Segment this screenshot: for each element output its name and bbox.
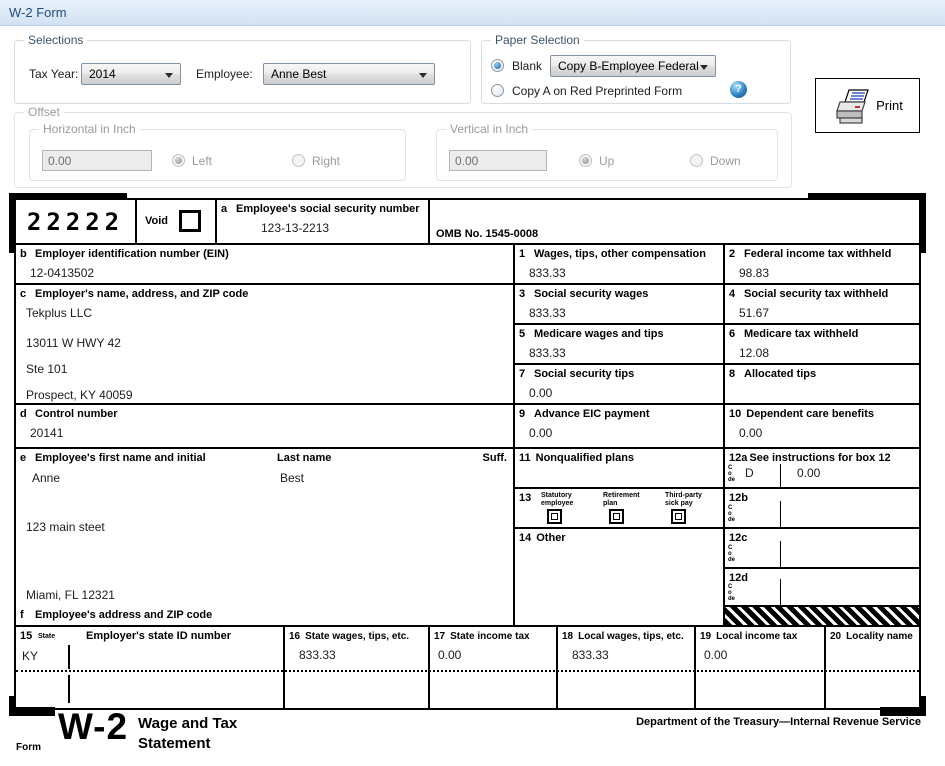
box-3-value: 833.33 (529, 306, 566, 320)
box-a-cell (217, 200, 430, 245)
box-20-label: 20 Locality name (830, 631, 913, 642)
copy-type-value: Copy B-Employee Federal (558, 59, 699, 73)
up-radio-label: Up (599, 154, 615, 168)
box-17-cell (430, 627, 558, 708)
box-15-num: 15 (20, 630, 33, 642)
last-name-label: Last name (277, 452, 332, 464)
suffix-label: Suff. (482, 452, 507, 464)
box-3-label: 3 Social security wages (519, 288, 649, 300)
code-column-label: Code (728, 465, 736, 483)
box-10-cell (725, 405, 919, 449)
print-button-label: Print (876, 98, 903, 113)
box-b-cell (16, 245, 515, 285)
employee-last-name: Best (280, 471, 305, 485)
box-c-label: c Employer's name, address, and ZIP code (20, 288, 249, 300)
box-2-cell (725, 245, 919, 285)
employee-select[interactable] (263, 63, 435, 85)
selections-group-label: Selections (24, 33, 87, 47)
employer-address-line2: Ste 101 (26, 362, 68, 376)
statutory-employee-label: Statutory employee (541, 492, 574, 507)
box-f-label: f Employee's address and ZIP code (20, 609, 213, 621)
box-6-label: 6 Medicare tax withheld (729, 328, 859, 340)
box-9-cell (515, 405, 725, 449)
box-12b-cell (725, 489, 919, 529)
employer-name: Tekplus LLC (26, 306, 93, 320)
w2-form-preview (14, 198, 921, 710)
box-19-label: 19 Local income tax (700, 631, 798, 642)
box-17-label: 17 State income tax (434, 631, 530, 642)
copy-a-radio-label: Copy A on Red Preprinted Form (512, 84, 683, 98)
employee-value: Anne Best (271, 67, 327, 81)
box-8-label: 8 Allocated tips (729, 368, 817, 380)
left-radio-label: Left (192, 154, 213, 168)
box-18-cell (558, 627, 696, 708)
control-code-cell (16, 200, 137, 245)
employer-city-line: Prospect, KY 40059 (26, 388, 133, 402)
form-footer (14, 706, 921, 762)
copy-type-select[interactable] (550, 55, 716, 77)
third-party-sick-pay-checkbox (671, 509, 686, 524)
box-16-value: 833.33 (299, 648, 336, 662)
offset-group-label: Offset (24, 105, 64, 119)
void-checkbox (179, 210, 201, 232)
box-20-cell (826, 627, 919, 708)
box-a-value: 123-13-2213 (261, 221, 330, 235)
horizontal-offset-label: Horizontal in Inch (39, 122, 140, 136)
box-b-value: 12-0413502 (30, 266, 95, 280)
box-13-cell (515, 489, 725, 529)
box-d-cell (16, 405, 515, 449)
box-e-cell (16, 449, 515, 627)
printer-icon (832, 87, 874, 125)
divider (780, 501, 781, 527)
employee-street: 123 main steet (26, 520, 105, 534)
box-e-label: e Employee's first name and initial (20, 452, 206, 464)
box-1-label: 1 Wages, tips, other compensation (519, 248, 706, 260)
copy-a-radio[interactable] (491, 84, 504, 97)
code-column-label: Code (728, 545, 736, 563)
up-radio[interactable] (579, 154, 592, 167)
down-radio[interactable] (690, 154, 703, 167)
box-6-cell (725, 325, 919, 365)
blank-radio[interactable] (491, 59, 504, 72)
box-2-label: 2 Federal income tax withheld (729, 248, 892, 260)
vertical-offset-group (436, 122, 778, 181)
form-word: Form (16, 742, 41, 753)
corner-mark (808, 193, 926, 200)
box-d-label: d Control number (20, 408, 118, 420)
box-a-label: a Employee's social security number (221, 203, 420, 215)
chevron-down-icon (165, 73, 173, 78)
down-radio-label: Down (710, 154, 741, 168)
offset-group (14, 105, 792, 188)
omb-label: OMB No. 1545-0008 (436, 228, 539, 240)
box-15-cell (16, 627, 285, 708)
treasury-text: Department of the Treasury—Internal Revenue Service (636, 716, 921, 728)
control-code: 22222 (26, 208, 125, 236)
divider (780, 464, 781, 487)
box-12a-code: D (745, 466, 754, 480)
box-4-cell (725, 285, 919, 325)
box-11-label: 11 Nonqualified plans (519, 452, 635, 464)
box-17-value: 0.00 (438, 648, 462, 662)
corner-mark (9, 193, 127, 200)
omb-cell (430, 200, 919, 245)
box-15-value: KY (22, 649, 39, 663)
print-button[interactable] (815, 78, 920, 133)
blank-radio-label: Blank (512, 59, 543, 73)
box-c-cell (16, 285, 515, 405)
box-7-label: 7 Social security tips (519, 368, 635, 380)
code-column-label: Code (728, 584, 736, 602)
horizontal-offset-input[interactable] (42, 150, 152, 171)
box-4-label: 4 Social security tax withheld (729, 288, 889, 300)
retirement-plan-label: Retirement plan (603, 492, 640, 507)
box-8-cell (725, 365, 919, 405)
divider (780, 541, 781, 567)
selections-group (14, 33, 471, 104)
void-label: Void (145, 215, 169, 227)
box-12d-cell (725, 569, 919, 607)
state-id-label: Employer's state ID number (86, 630, 232, 642)
box-b-label: b Employer identification number (EIN) (20, 248, 229, 260)
void-cell (137, 200, 217, 245)
right-radio[interactable] (292, 154, 305, 167)
chevron-down-icon (419, 73, 427, 78)
box-3-cell (515, 285, 725, 325)
paper-selection-group (481, 33, 791, 104)
box-9-value: 0.00 (529, 426, 553, 440)
box-6-value: 12.08 (739, 346, 770, 360)
box-16-label: 16 State wages, tips, etc. (289, 631, 410, 642)
box-12c-cell (725, 529, 919, 569)
box-11-cell (515, 449, 725, 489)
box-16-cell (285, 627, 430, 708)
right-radio-label: Right (312, 154, 341, 168)
box-2-value: 98.83 (739, 266, 770, 280)
box-18-label: 18 Local wages, tips, etc. (562, 631, 684, 642)
box-14-cell (515, 529, 725, 627)
tax-year-label: Tax Year: (29, 67, 79, 81)
box-19-cell (696, 627, 826, 708)
vertical-offset-input[interactable] (449, 150, 547, 171)
divider (68, 645, 70, 669)
box-19-value: 0.00 (704, 648, 728, 662)
box-12d-label: 12d (729, 572, 748, 584)
tax-year-select[interactable] (81, 63, 181, 85)
box-12b-label: 12b (729, 492, 748, 504)
box-10-label: 10 Dependent care benefits (729, 408, 875, 420)
box-10-value: 0.00 (739, 426, 763, 440)
box-12c-label: 12c (729, 532, 748, 544)
employer-address-line1: 13011 W HWY 42 (26, 336, 121, 350)
horizontal-offset-group (29, 122, 406, 181)
divider (68, 675, 70, 703)
hatched-area (725, 607, 919, 627)
chevron-down-icon (700, 65, 708, 70)
employee-first-name: Anne (32, 471, 61, 485)
box-9-label: 9 Advance EIC payment (519, 408, 650, 420)
box-4-value: 51.67 (739, 306, 770, 320)
paper-selection-group-label: Paper Selection (491, 33, 584, 47)
box-14-label: 14 Other (519, 532, 566, 544)
box-12a-value: 0.00 (797, 466, 821, 480)
window-title: W-2 Form (0, 0, 945, 26)
box-13-num: 13 (519, 492, 532, 504)
box-7-value: 0.00 (529, 386, 553, 400)
box-d-value: 20141 (30, 426, 64, 440)
box-5-value: 833.33 (529, 346, 566, 360)
left-radio[interactable] (172, 154, 185, 167)
divider (780, 579, 781, 605)
corner-mark (9, 193, 16, 253)
statutory-employee-checkbox (547, 509, 562, 524)
box-7-cell (515, 365, 725, 405)
retirement-plan-checkbox (609, 509, 624, 524)
employee-label: Employee: (196, 67, 253, 81)
vertical-offset-label: Vertical in Inch (446, 122, 532, 136)
tax-year-value: 2014 (89, 67, 116, 81)
box-1-cell (515, 245, 725, 285)
corner-mark (919, 193, 926, 253)
box-12a-label: 12a See instructions for box 12 (729, 452, 891, 464)
box-5-cell (515, 325, 725, 365)
box-15-label: State (38, 633, 56, 640)
employee-city: Miami, FL 12321 (26, 588, 115, 602)
form-title: Wage and Tax Statement (138, 715, 238, 752)
help-icon[interactable]: ? (730, 81, 747, 98)
third-party-sick-pay-label: Third-party sick pay (665, 492, 702, 507)
code-column-label: Code (728, 505, 736, 523)
box-18-value: 833.33 (572, 648, 609, 662)
box-1-value: 833.33 (529, 266, 566, 280)
box-12a-cell (725, 449, 919, 489)
dotted-divider (16, 670, 919, 672)
form-number: W-2 (58, 706, 129, 747)
box-5-label: 5 Medicare wages and tips (519, 328, 664, 340)
